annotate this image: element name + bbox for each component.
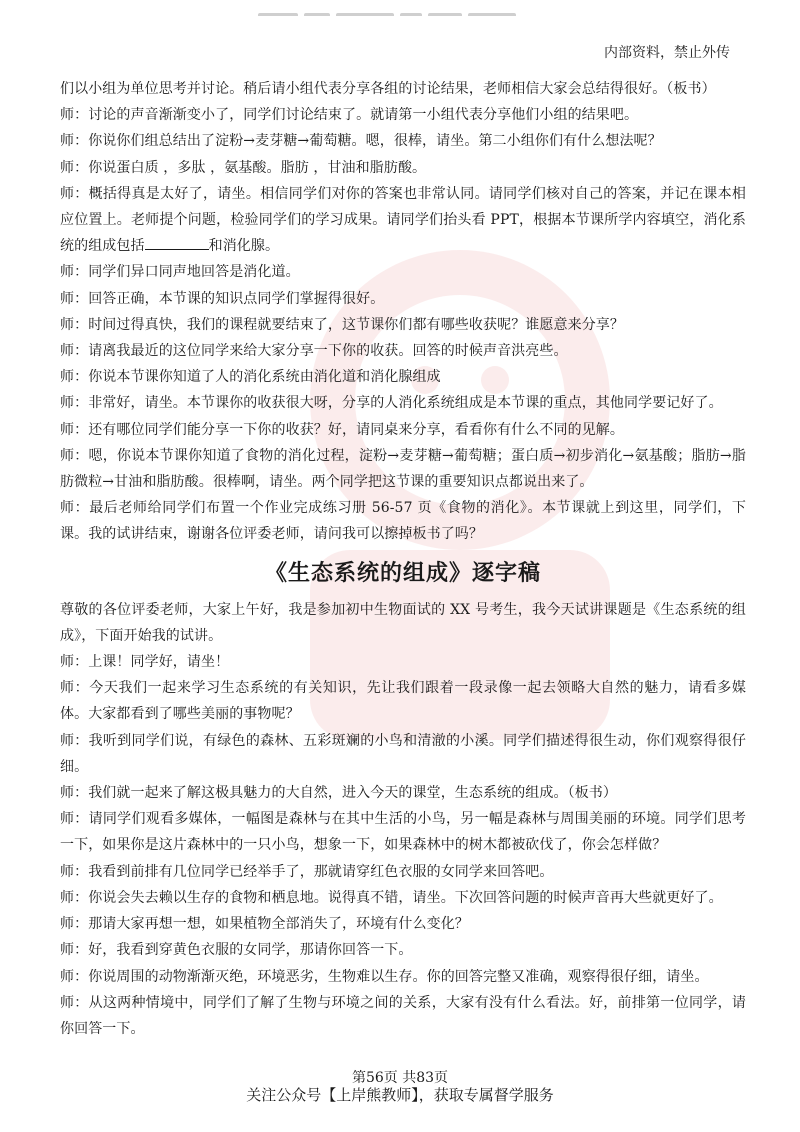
paragraph: 师：从这两种情境中，同学们了解了生物与环境之间的关系，大家有没有什么看法。好，前排第一位同学，请你回答一下。	[60, 994, 746, 1037]
paragraph: 师：最后老师给同学们布置一个作业完成练习册 56-57 页《食物的消化》。本节课就上到这里，同学们，下课。我的试讲结束，谢谢各位评委老师，请问我可以擦掉板书了吗？	[60, 500, 746, 543]
paragraph: 师：请离我最近的这位同学来给大家分享一下你的收获。回答的时候声音洪亮些。	[60, 343, 568, 360]
paragraph-suffix: 和消化腺。	[208, 238, 280, 255]
paragraph: 师：嗯，你说本节课你知道了食物的消化过程，淀粉→麦芽糖→葡萄糖；蛋白质→初步消化→氨基酸；脂肪→脂肪微粒→甘油和脂肪酸。很棒啊，请坐。两个同学把这节课的重要知识点都说出来了。	[60, 447, 746, 491]
paragraph: 尊敬的各位评委老师，大家上午好，我是参加初中生物面试的 XX 号考生，我今天试讲课题是《生态系统的组成》，下面开始我的试讲。	[60, 601, 746, 644]
paragraph: 师：我们就一起来了解这极具魅力的大自然，进入今天的课堂，生态系统的组成。（板书）	[60, 785, 617, 802]
confidential-note: 内部资料，禁止外传	[604, 45, 730, 61]
paragraph: 师：回答正确，本节课的知识点同学们掌握得很好。	[60, 290, 385, 307]
paragraph: 师：你说周围的动物渐渐灭绝，环境恶劣，生物难以生存。你的回答完整又准确，观察得很仔细，请坐。	[60, 968, 709, 985]
paragraph: 们以小组为单位思考并讨论。稍后请小组代表分享各组的讨论结果，老师相信大家会总结得很好。（板书）	[60, 81, 716, 97]
fill-blank	[145, 235, 209, 250]
paragraph: 师：时间过得真快，我们的课程就要结束了，这节课你们都有哪些收获呢？谁愿意来分享？	[60, 316, 624, 333]
cropped-header-text	[258, 4, 548, 16]
paragraph: 师：你说本节课你知道了人的消化系统由消化道和消化腺组成	[60, 369, 441, 386]
paragraph-text: 师：概括得真是太好了，请坐。相信同学们对你的答案也非常认同。请同学们核对自己的答案，并记在课本相应位置上。老师提个问题，检验同学们的学习成果。请同学们抬头看 PPT，根据本节课所学内容填空，消化系统的组成包括	[60, 185, 746, 255]
paragraph: 师：我听到同学们说，有绿色的森林、五彩斑斓的小鸟和清澈的小溪。同学们描述得很生动，你们观察得很仔细。	[60, 732, 746, 775]
paragraph: 师：你说蛋白质 ，多肽 ，氨基酸。脂肪 ，甘油和脂肪酸。	[60, 159, 427, 176]
paragraph: 师：上课！同学好，请坐！	[60, 654, 230, 671]
paragraph: 师：非常好，请坐。本节课你的收获很大呀，分享的人消化系统组成是本节课的重点，其他同学要记好了。	[60, 395, 723, 412]
paragraph: 师：好，我看到穿黄色衣服的女同学，那请你回答一下。	[60, 942, 413, 959]
footer-promo: 关注公众号【上岸熊教师】，获取专属督学服务	[246, 1086, 554, 1104]
paragraph: 师：你说你们组总结出了淀粉→麦芽糖→葡萄糖。嗯，很棒，请坐。第二小组你们有什么想法呢？	[60, 133, 662, 150]
paragraph: 师：讨论的声音渐渐变小了，同学们讨论结束了。就请第一小组代表分享他们小组的结果吧。	[60, 107, 639, 124]
paragraph: 师：请同学们观看多媒体，一幅图是森林与在其中生活的小鸟，另一幅是森林与周围美丽的环境。同学们思考一下，如果你是这片森林中的一只小鸟，想象一下，如果森林中的树木都被砍伐了，你会怎样做？	[60, 811, 746, 854]
section-title: 《生态系统的组成》逐字稿	[264, 560, 541, 586]
paragraph: 师：我看到前排有几位同学已经举手了，那就请穿红色衣服的女同学来回答吧。	[60, 863, 554, 880]
page-number: 第56页 共83页	[351, 1070, 449, 1086]
paragraph: 师：还有哪位同学们能分享一下你的收获？好，请同桌来分享，看看你有什么不同的见解。	[60, 421, 624, 438]
document-body	[60, 76, 746, 1042]
paragraph: 师：那请大家再想一想，如果植物全部消失了，环境有什么变化？	[60, 916, 469, 933]
paragraph: 师：今天我们一起来学习生态系统的有关知识，先让我们跟着一段录像一起去领略大自然的魅力，请看多媒体。大家都看到了哪些美丽的事物呢？	[60, 680, 746, 723]
paragraph: 师：同学们异口同声地回答是消化道。	[60, 264, 300, 281]
fill-in-paragraph	[60, 181, 746, 260]
paragraph: 师：你说会失去赖以生存的食物和栖息地。说得真不错，请坐。下次回答问题的时候声音再大些就更好了。	[60, 889, 723, 906]
